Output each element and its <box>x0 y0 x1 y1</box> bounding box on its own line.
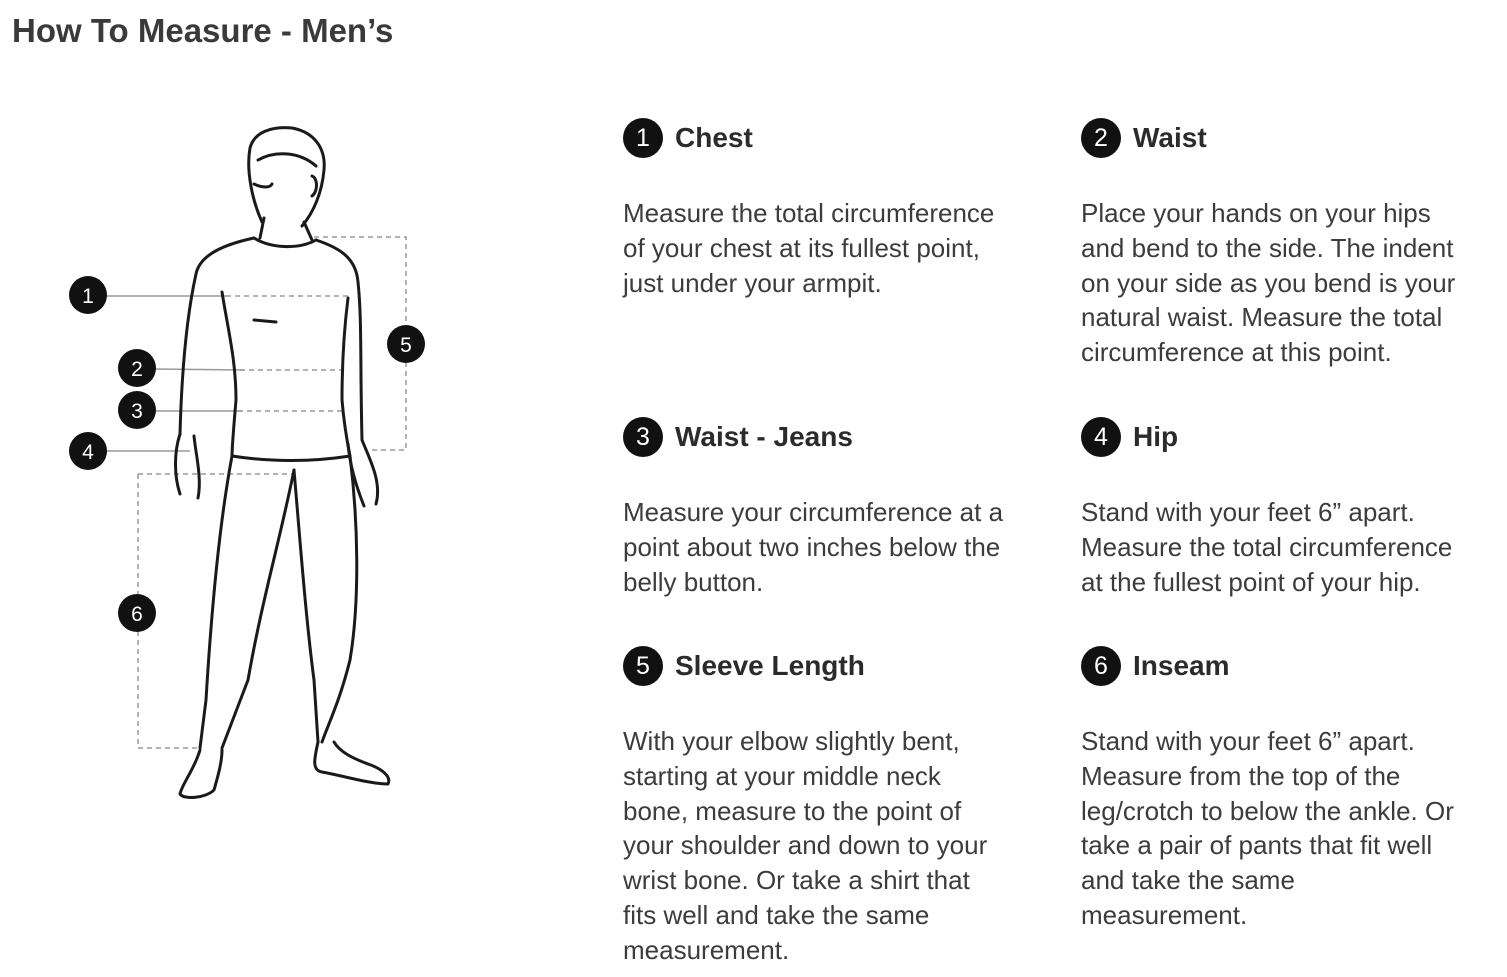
section-waist <box>1081 117 1501 370</box>
svg-text:3: 3 <box>131 400 143 423</box>
section-heading <box>623 117 1043 159</box>
marker-4 <box>69 432 107 470</box>
body-measurement-illustration <box>0 0 470 830</box>
section-description: With your elbow slightly bent, starting at your middle neck bone, measure to the point of your shoulder and down to your wrist bone. Or take a shirt that fits well and take the same measurement. <box>623 726 988 965</box>
svg-text:2: 2 <box>131 358 143 381</box>
number-badge: 6 <box>1081 646 1121 686</box>
section-heading <box>1081 416 1501 458</box>
section-title: Waist - Jeans <box>675 421 853 452</box>
page-title: How To Measure - Men’s <box>12 12 394 49</box>
section-title: Sleeve Length <box>675 650 865 681</box>
marker-1 <box>69 276 107 314</box>
marker-5 <box>387 325 425 363</box>
number-badge: 5 <box>623 646 663 686</box>
section-heading <box>623 416 1043 458</box>
section-description: Measure the total circumference of your chest at its fullest point, just under your armpit. <box>623 198 995 298</box>
section-inseam <box>1081 645 1501 933</box>
section-description: Measure your circumference at a point about two inches below the belly button. <box>623 497 1004 597</box>
number-badge: 4 <box>1081 417 1121 457</box>
section-title: Inseam <box>1133 650 1230 681</box>
section-title: Waist <box>1133 122 1207 153</box>
section-description: Place your hands on your hips and bend to the side. The indent on your side as you bend is your natural waist. Measure the total circumference at this point. <box>1081 198 1456 368</box>
svg-text:5: 5 <box>400 334 412 357</box>
section-description: Stand with your feet 6” apart. Measure from the top of the leg/crotch to below the ankle. Or take a pair of pants that fit well and take the same measurement. <box>1081 726 1454 930</box>
svg-text:1: 1 <box>82 285 94 308</box>
marker-3 <box>118 391 156 429</box>
body-outline <box>176 128 389 798</box>
section-hip <box>1081 416 1501 599</box>
section-heading <box>1081 117 1501 159</box>
svg-text:4: 4 <box>82 441 94 464</box>
number-badge: 1 <box>623 118 663 158</box>
number-badge: 2 <box>1081 118 1121 158</box>
section-sleeve-length <box>623 645 1043 968</box>
section-title: Hip <box>1133 421 1179 452</box>
section-waist-jeans <box>623 416 1043 599</box>
number-badge: 3 <box>623 417 663 457</box>
section-description: Stand with your feet 6” apart. Measure the total circumference at the fullest point of your hip. <box>1081 497 1453 597</box>
section-chest <box>623 117 1043 300</box>
section-title: Chest <box>675 122 753 153</box>
svg-text:6: 6 <box>131 603 143 626</box>
section-heading <box>1081 645 1501 687</box>
section-heading <box>623 645 1043 687</box>
marker-2 <box>118 349 156 387</box>
marker-6 <box>118 594 156 632</box>
